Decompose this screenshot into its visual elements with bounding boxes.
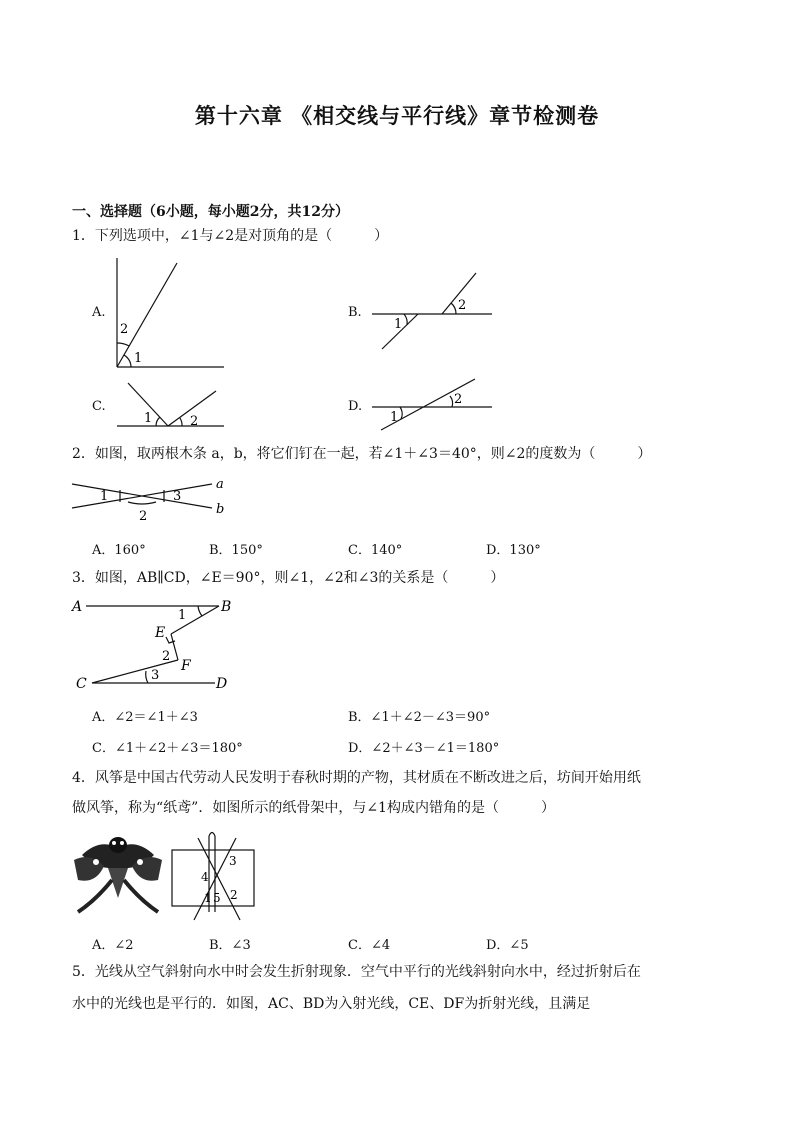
q2-option-c: C．140° (348, 543, 403, 558)
q3-option-b: B．∠1＋∠2－∠3＝90° (348, 710, 491, 725)
q2-angle1-label: 1 (100, 489, 109, 504)
q2-figure (72, 484, 212, 508)
q1-option-b: B. (348, 305, 362, 320)
q3-point-b: B (221, 599, 232, 615)
q2-option-b: B．150° (209, 543, 263, 558)
q1-option-d: D. (348, 399, 363, 414)
q1a-angle1-label: 1 (134, 351, 143, 366)
q4-angle2-label: 2 (230, 888, 238, 902)
q1d-angle1-label: 1 (390, 410, 399, 425)
q2-option-d: D．130° (486, 543, 541, 558)
q1b-angle2-label: 2 (458, 298, 467, 313)
q1c-angle2-label: 2 (190, 414, 199, 429)
q5-stem-line2: 水中的光线也是平行的．如图，AC、BD为入射光线，CE、DF为折射光线，且满足 (72, 996, 591, 1012)
q1d-angle2-label: 2 (454, 392, 463, 407)
q1b-angle1-label: 1 (394, 317, 403, 332)
q4-stem-line2: 做风筝，称为“纸鸢”．如图所示的纸骨架中，与∠1构成内错角的是（ ） (72, 800, 555, 816)
q3-stem: 3．如图，AB∥CD，∠E＝90°，则∠1，∠2和∠3的关系是（ ） (72, 570, 505, 586)
q1-figure-b (372, 273, 492, 349)
q3-angle1-label: 1 (178, 608, 187, 623)
q3-point-d: D (216, 676, 228, 692)
q1a-angle2-label: 2 (120, 322, 129, 337)
q4-stem-line1: 4．风筝是中国古代劳动人民发明于春秋时期的产物，其材质在不断改进之后，坊间开始用纸 (72, 770, 641, 786)
q4-angle1-label: 1 (204, 891, 212, 905)
q3-angle3-label: 3 (151, 668, 160, 683)
q3-point-a: A (72, 599, 83, 615)
q3-point-c: C (76, 676, 87, 692)
q3-point-f: F (181, 658, 191, 674)
q2-stem: 2．如图，取两根木条 a，b，将它们钉在一起，若∠1＋∠3＝40°，则∠2的度数为（ ） (72, 446, 652, 462)
q4-angle4-label: 4 (201, 870, 209, 884)
q2-line-b-label: b (216, 502, 225, 517)
q4-angle5-label: 5 (213, 891, 221, 905)
section-heading: 一、选择题（6小题，每小题2分，共12分） (72, 204, 349, 220)
q1c-angle1-label: 1 (144, 411, 153, 426)
q2-option-a: A．160° (92, 543, 146, 558)
q4-option-a: A．∠2 (92, 938, 134, 953)
q1-figure-c (117, 383, 224, 426)
q3-point-e: E (155, 625, 166, 641)
q2-angle2-label: 2 (139, 509, 148, 524)
q4-angle3-label: 3 (229, 854, 237, 868)
q3-option-a: A．∠2＝∠1＋∠3 (92, 710, 198, 725)
q3-option-d: D．∠2＋∠3－∠1＝180° (348, 741, 500, 756)
q2-line-a-label: a (216, 477, 224, 492)
page-title: 第十六章 《相交线与平行线》章节检测卷 (194, 103, 600, 128)
q1-stem: 1．下列选项中，∠1与∠2是对顶角的是（ ） (72, 228, 389, 244)
q1-option-c: C. (92, 399, 106, 414)
q4-kite-image (74, 837, 162, 912)
q3-angle2-label: 2 (162, 649, 171, 664)
q1-option-a: A. (92, 305, 106, 320)
q4-skeleton-figure (172, 833, 254, 921)
q4-option-c: C．∠4 (348, 938, 391, 953)
q4-option-b: B．∠3 (209, 938, 251, 953)
q5-stem-line1: 5．光线从空气斜射向水中时会发生折射现象．空气中平行的光线斜射向水中，经过折射后在 (72, 964, 641, 980)
q3-option-c: C．∠1＋∠2＋∠3＝180° (92, 741, 243, 756)
q2-angle3-label: 3 (173, 489, 182, 504)
q4-option-d: D．∠5 (486, 938, 529, 953)
